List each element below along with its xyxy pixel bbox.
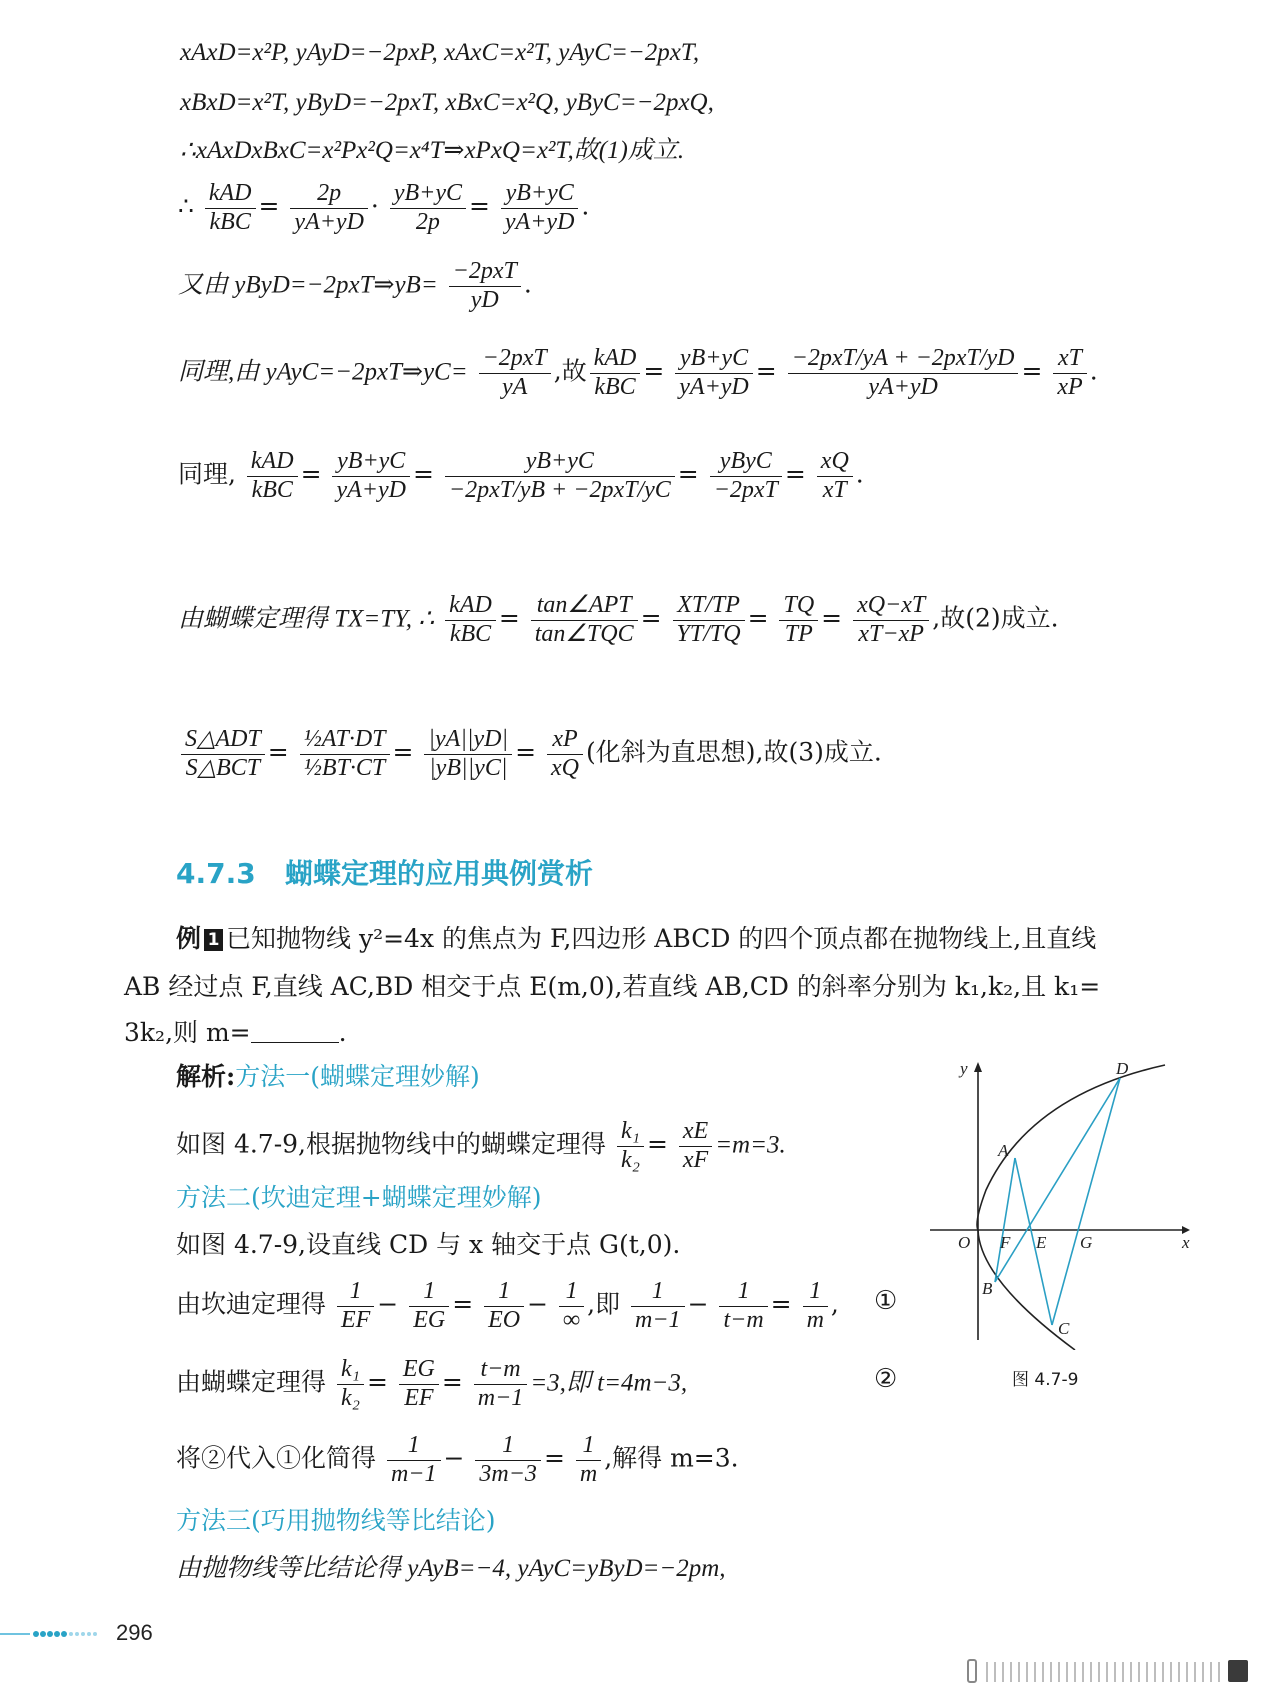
section-heading xyxy=(176,852,593,892)
frac-tm-m1: $\frac{t-m}{m-1}$ xyxy=(474,1356,528,1412)
example-label: 例 xyxy=(176,924,202,953)
footer-decoration xyxy=(0,1629,110,1639)
frac-ybc-2p: $\frac{yB+yC}{2p}$ xyxy=(390,180,466,236)
frac-yc: $\frac{\text{−2pxT}}{yA}$ xyxy=(479,345,551,401)
method-3-title: 方法三(巧用抛物线等比结论) xyxy=(176,1506,496,1535)
example-text-1: 已知抛物线 y²=4x 的焦点为 F,四边形 ABCD 的四个顶点都在抛物线上,且直线 xyxy=(226,924,1097,953)
frac-abs: $\frac{|yA||yD|}{|yB||yC|}$ xyxy=(424,726,512,782)
viewer-toolbar[interactable] xyxy=(958,1658,1258,1686)
frac-1-inf: $\frac{1}{\infty}$ xyxy=(559,1278,584,1334)
equation-mark-2: ② xyxy=(874,1364,898,1394)
y-axis-arrow-icon xyxy=(974,1062,982,1072)
eq-line-8: 由蝴蝶定理得 TX=TY, ∴ $\frac{\text{kAD}}{\text{kBC}}$ = $\frac{\text{tan∠APT}}{\text{tan∠TQC}}$ = $\frac{XT/TP}{YT/TQ}$ = $\frac{TQ}{TP}$ = $\frac{xQ-xT}{xT-xP}$ ,故(2)成立. xyxy=(178,592,1059,647)
candi-equation: 由坎迪定理得 $\frac{1}{EF}$ − $\frac{1}{EG}$ = $\frac{1}{EO}$ − $\frac{1}{\infty}$ ,即 $\frac{1}{m-1}$ − $\frac{1}{t-m}$ = $\frac{1}{m}$ , xyxy=(176,1278,839,1333)
frac-1-eg: $\frac{1}{EG}$ xyxy=(409,1278,449,1334)
frac-area: $\frac{\text{½AT·DT}}{\text{½BT·CT}}$ xyxy=(300,726,390,782)
frac-1-m1-2: $\frac{1}{m-1}$ xyxy=(387,1432,441,1488)
frac-kad-kbc-4: $\frac{\text{kAD}}{\text{kBC}}$ xyxy=(445,592,496,648)
frac-1-tm: $\frac{1}{t-m}$ xyxy=(719,1278,767,1334)
eq-line-1: xAxD=x²P, yAyD=−2pxP, xAxC=x²T, yAyC=−2pxT, xyxy=(180,39,700,66)
method-1-title: 方法一(蝴蝶定理妙解) xyxy=(235,1062,480,1091)
frac-1-m-2: $\frac{1}{m}$ xyxy=(576,1432,601,1488)
frac-kad-kbc: $\frac{\text{kAD}}{\text{kBC}}$ xyxy=(205,180,256,236)
eq-line-3: ∴xAxDxBxC=x²Px²Q=x⁴T⇒xPxQ=x²T,故(1)成立. xyxy=(180,137,685,164)
eq-line-2: xBxD=x²T, yByD=−2pxT, xBxC=x²Q, yByC=−2pxQ, xyxy=(180,89,714,116)
frac-kad-kbc-2: $\frac{\text{kAD}}{\text{kBC}}$ xyxy=(590,345,641,401)
frac-tq-tp: $\frac{TQ}{TP}$ xyxy=(779,592,818,648)
answer-blank xyxy=(251,1022,339,1043)
frac-xq-xt: $\frac{xQ}{xT}$ xyxy=(817,448,853,504)
label-O: O xyxy=(958,1233,971,1252)
solution-heading xyxy=(176,1064,480,1089)
frac-big-1: $\frac{\text{−2pxT/yA + −2pxT/yD}}{yA+yD}$ xyxy=(788,345,1019,401)
section-title: 蝴蝶定理的应用典例赏析 xyxy=(284,857,593,890)
frac-k1-k2: $\frac{\text{k₁}}{\text{k₂}}$ xyxy=(617,1118,644,1174)
eq-line-4: ∴ $\frac{\text{kAD}}{\text{kBC}}$ = $\frac{2p}{yA+yD}$ · $\frac{yB+yC}{2p}$ = $\frac{yB+yC}{yA+yD}$ . xyxy=(178,180,590,235)
eq-line-7: 同理, $\frac{\text{kAD}}{\text{kBC}}$ = $\frac{yB+yC}{yA+yD}$ = $\frac{yB+yC}{\text{−2pxT/yB + −2pxT/yC}}$ = $\frac{\text{yByC}}{\text{−2pxT}}$ = $\frac{xQ}{xT}$ . xyxy=(178,448,864,503)
frac-xqxt-xtxp: $\frac{xQ-xT}{xT-xP}$ xyxy=(853,592,929,648)
frac-1-m: $\frac{1}{m}$ xyxy=(803,1278,828,1334)
label-x: x xyxy=(1182,1233,1190,1252)
page-number: 296 xyxy=(116,1620,153,1645)
frac-yb: $\frac{\text{−2pxT}}{yD}$ xyxy=(449,258,521,314)
frac-tan: $\frac{\text{tan∠APT}}{\text{tan∠TQC}}$ xyxy=(531,592,638,648)
method-3-text: 由抛物线等比结论得 yAyB=−4, yAyC=yByD=−2pm, xyxy=(176,1555,726,1582)
example-line-2: AB 经过点 F,直线 AC,BD 相交于点 E(m,0),若直线 AB,CD 的斜率分别为 k₁,k₂,且 k₁= xyxy=(124,972,1101,1001)
frac-eg-ef: $\frac{EG}{EF}$ xyxy=(399,1356,439,1412)
example-line-3: 3k₂,则 m= . xyxy=(124,1018,347,1047)
label-C: C xyxy=(1058,1319,1070,1338)
frac-s: $\frac{\text{S△ADT}}{\text{S△BCT}}$ xyxy=(181,726,265,782)
frac-1-m1: $\frac{1}{m-1}$ xyxy=(631,1278,685,1334)
section-number: 4.7.3 xyxy=(176,857,256,890)
frac-ybc-yad: $\frac{yB+yC}{yA+yD}$ xyxy=(501,180,579,236)
eq-line-6: 同理,由 yAyC=−2pxT⇒yC= $\frac{\text{−2pxT}}{yA}$ ,故 $\frac{\text{kAD}}{\text{kBC}}$ = $\frac{yB+yC}{yA+yD}$ = $\frac{\text{−2pxT/yA + −2pxT/yD}}{yA+yD}$ = $\frac{xT}{xP}$ . xyxy=(178,345,1098,400)
figure-caption: 图 4.7-9 xyxy=(1012,1370,1079,1390)
solution-label: 解析: xyxy=(176,1062,236,1091)
butterfly-equation: 由蝴蝶定理得 $\frac{\text{k₁}}{\text{k₂}}$ = $\frac{EG}{EF}$ = $\frac{t-m}{m-1}$ =3,即 t=4m−3, xyxy=(176,1356,688,1411)
equation-mark-1: ① xyxy=(874,1286,898,1316)
example-line-1 xyxy=(176,926,1096,951)
method-1-body: 如图 4.7-9,根据抛物线中的蝴蝶定理得 $\frac{\text{k₁}}{\text{k₂}}$ = $\frac{xE}{xF}$ =m=3. xyxy=(176,1118,786,1173)
frac-k1-k2-2: $\frac{\text{k₁}}{\text{k₂}}$ xyxy=(337,1356,364,1412)
frac-ybc-yad-3: $\frac{yB+yC}{yA+yD}$ xyxy=(332,448,410,504)
frac-kad-kbc-3: $\frac{\text{kAD}}{\text{kBC}}$ xyxy=(247,448,298,504)
frac-xt-xp: $\frac{xT}{xP}$ xyxy=(1053,345,1086,401)
parabola-figure xyxy=(920,1050,1200,1350)
frac-2p-yad: $\frac{2p}{yA+yD}$ xyxy=(290,180,368,236)
label-G: G xyxy=(1080,1233,1093,1252)
label-A: A xyxy=(998,1141,1009,1160)
eq-line-5: 又由 yByD=−2pxT⇒yB= $\frac{\text{−2pxT}}{yD}$ . xyxy=(178,258,532,313)
frac-xp-xq: $\frac{xP}{xQ}$ xyxy=(547,726,583,782)
segment-AB xyxy=(995,1158,1015,1282)
example-text-3: 3k₂,则 m= xyxy=(124,1018,251,1047)
example-number-badge: 1 xyxy=(204,929,223,951)
frac-1-eo: $\frac{1}{EO}$ xyxy=(484,1278,524,1334)
segment-CD xyxy=(1052,1078,1120,1325)
frac-ybc-yad-2: $\frac{yB+yC}{yA+yD}$ xyxy=(675,345,753,401)
substitution-equation: 将②代入①化简得 $\frac{1}{m-1}$ − $\frac{1}{3m-3}$ = $\frac{1}{m}$ ,解得 m=3. xyxy=(176,1432,739,1487)
frac-big-2: $\frac{yB+yC}{\text{−2pxT/yB + −2pxT/yC}}$ xyxy=(445,448,675,504)
label-E: E xyxy=(1036,1233,1047,1252)
frac-1-3m3: $\frac{1}{3m-3}$ xyxy=(475,1432,541,1488)
therefore-symbol: ∴ xyxy=(178,191,194,221)
frac-xe-xf: $\frac{xE}{xF}$ xyxy=(679,1118,712,1174)
eq-line-9: $\frac{\text{S△ADT}}{\text{S△BCT}}$ = $\frac{\text{½AT·DT}}{\text{½BT·CT}}$ = $\frac{|yA||yD|}{|yB||yC|}$ = $\frac{xP}{xQ}$ (化斜为直思想),故(3)成立. xyxy=(178,726,882,782)
frac-ybyc: $\frac{\text{yByC}}{\text{−2pxT}}$ xyxy=(710,448,782,504)
label-F: F xyxy=(1000,1233,1011,1252)
method-2-text: 如图 4.7-9,设直线 CD 与 x 轴交于点 G(t,0). xyxy=(176,1230,681,1259)
label-y: y xyxy=(960,1059,968,1078)
viewer-toolbar-end-icon[interactable] xyxy=(1228,1660,1248,1682)
label-B: B xyxy=(982,1279,993,1298)
parabola-curve xyxy=(977,1065,1165,1350)
label-D: D xyxy=(1116,1059,1129,1078)
viewer-toolbar-bracket-icon[interactable] xyxy=(968,1660,976,1682)
method-2-title: 方法二(坎迪定理+蝴蝶定理妙解) xyxy=(176,1183,542,1212)
frac-xt-yt: $\frac{XT/TP}{YT/TQ}$ xyxy=(673,592,745,648)
frac-1-ef: $\frac{1}{EF}$ xyxy=(337,1278,374,1334)
